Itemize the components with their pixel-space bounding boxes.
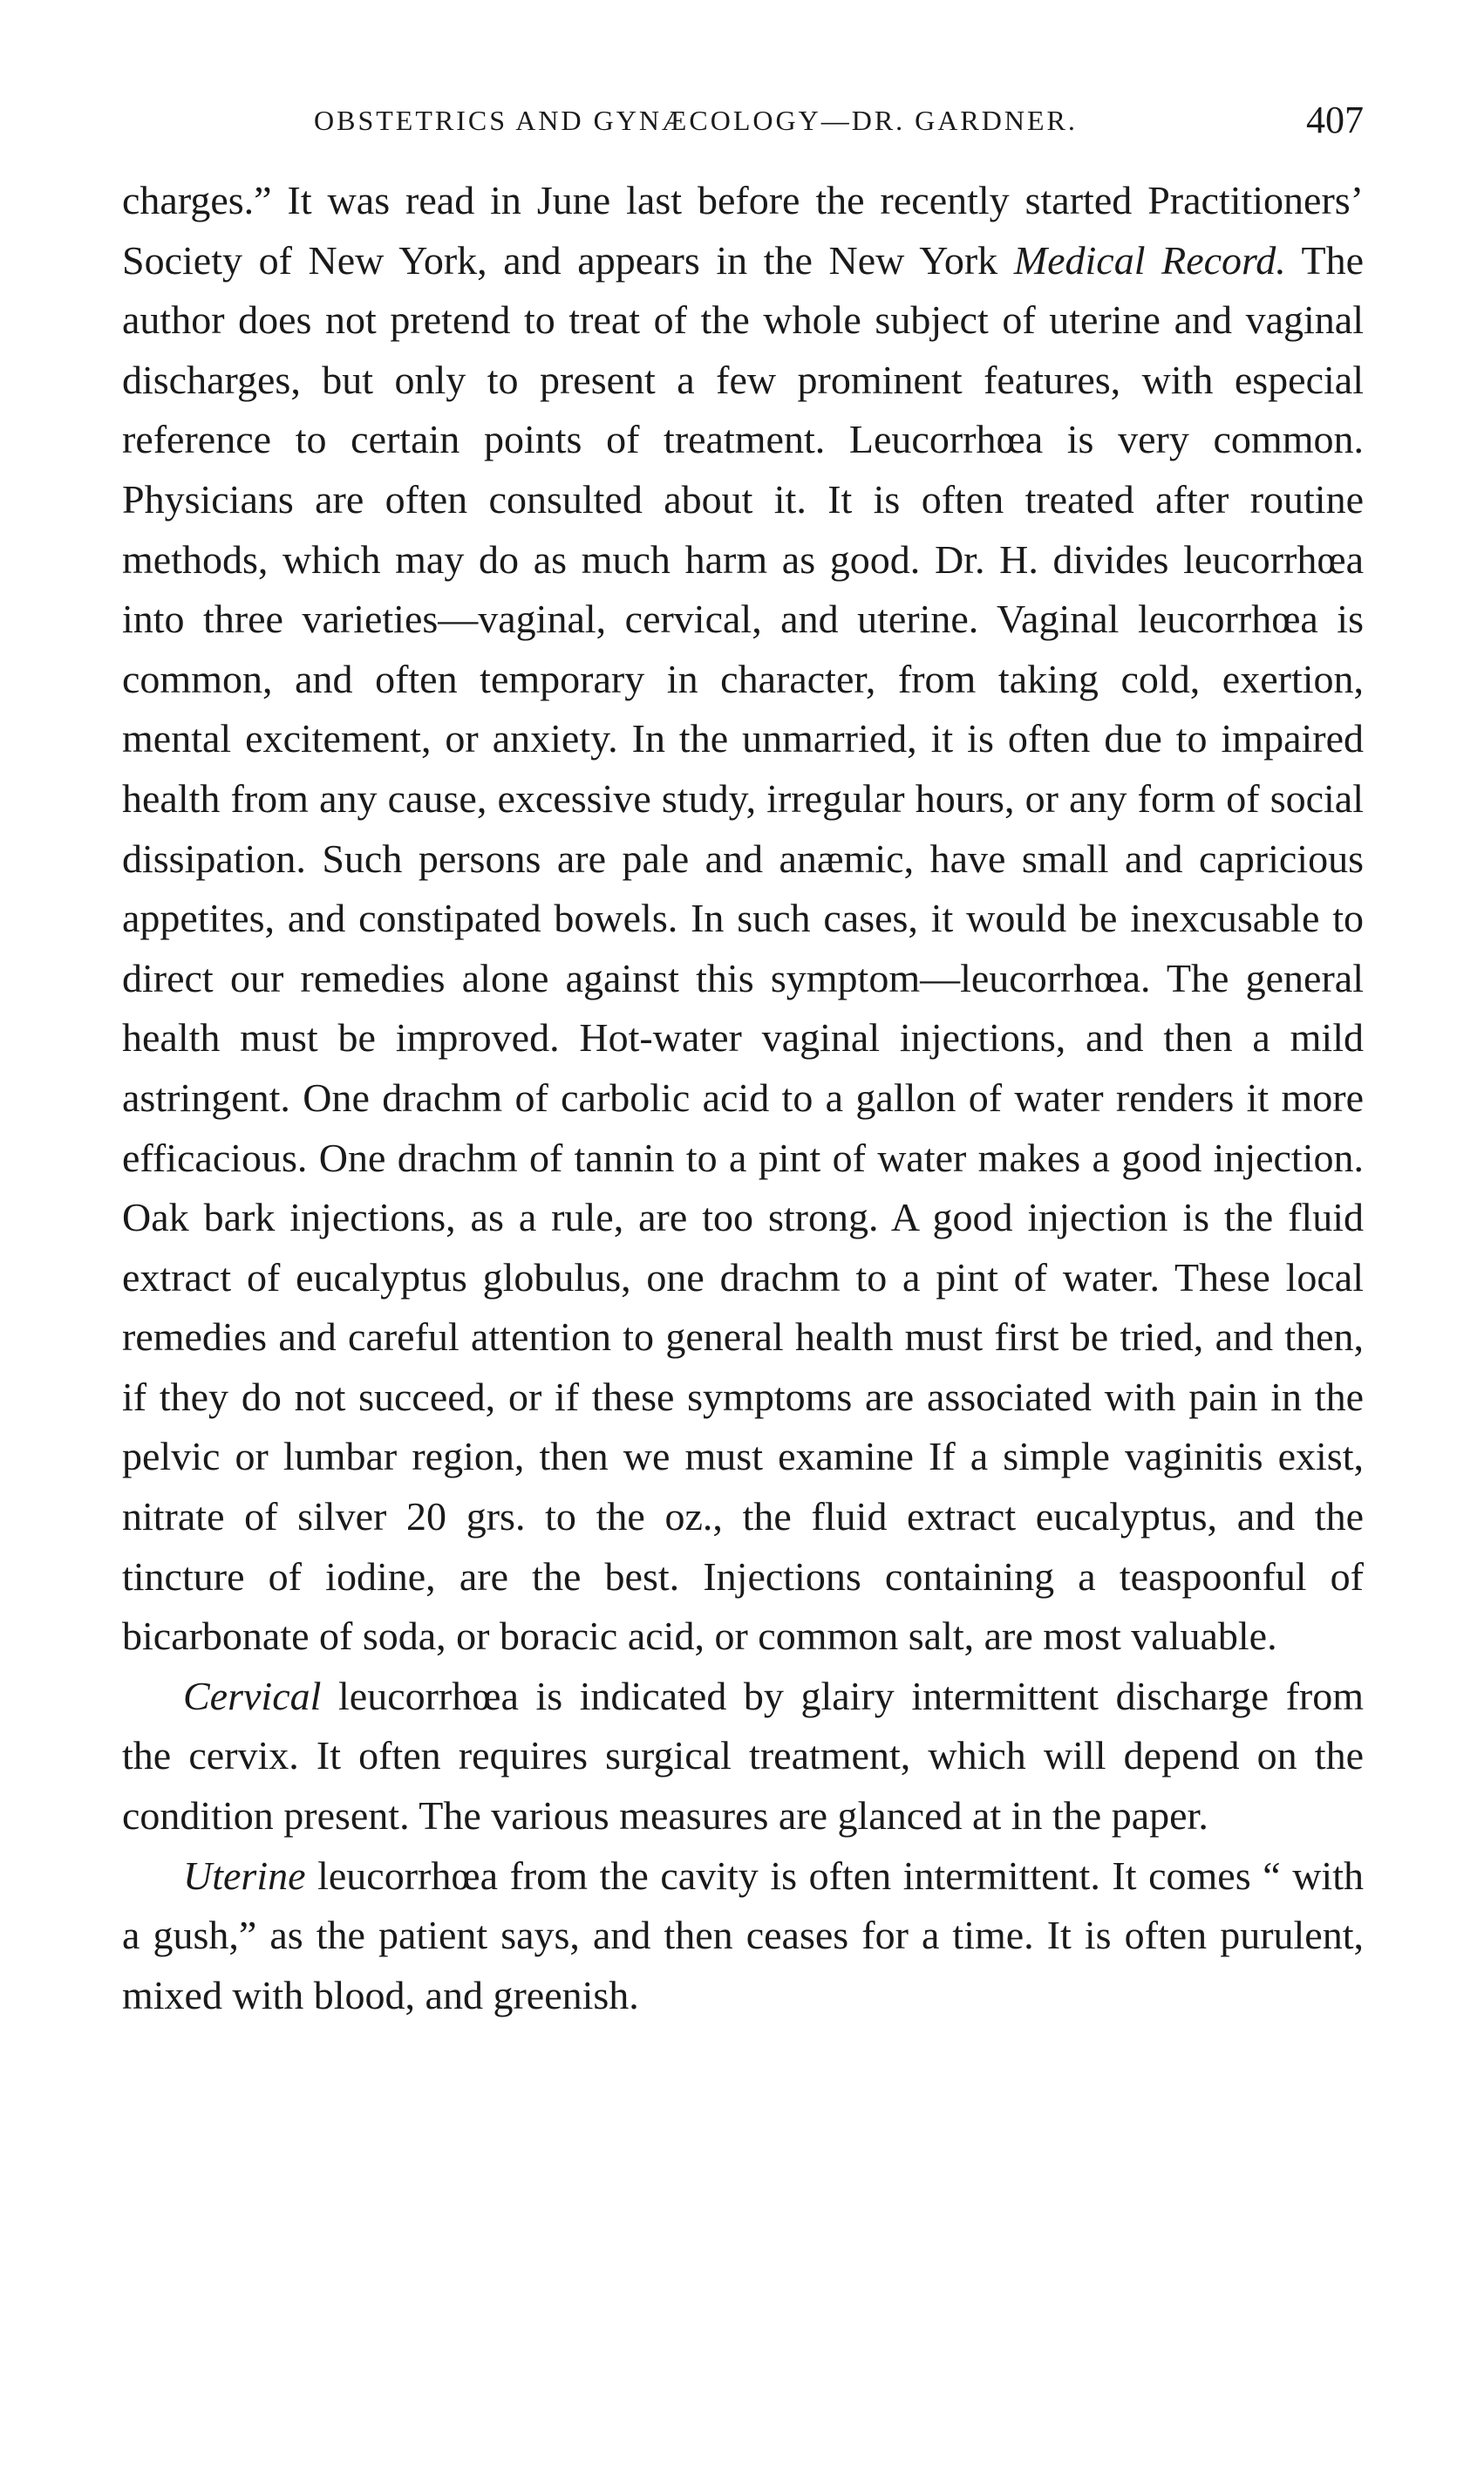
page-header	[122, 98, 1364, 150]
body-text	[122, 171, 1364, 2025]
paragraph-3: Uterine leucorrhœa from the cavity is often intermittent. It comes “ with a gush,” as the patient says, and then ceases for a time. It is often purulent, mixed with blood, and greenish.	[122, 1853, 1364, 2017]
italic-term-uterine: Uterine	[183, 1853, 306, 1898]
italic-term-cervical: Cervical	[183, 1673, 322, 1718]
running-head: OBSTETRICS AND GYNÆCOLOGY—DR. GARDNER.	[314, 105, 1078, 136]
page-number: 407	[1306, 99, 1364, 141]
paragraph-1: charges.” It was read in June last before the recently started Practitioners’ Society of New York, and appears in the New York Medical Record. The author does not pretend to treat of the whole subject of uterine and vaginal discharges, but only to present a few prominent features, with especial reference to certain points of treatment. Leucorrhœa is very common. Physicians are often consulted about it. It is often treated after routine methods, which may do as much harm as good. Dr. H. divides leucorrhœa into three varieties—vaginal, cervical, and uterine. Vaginal leucorrhœa is common, and often temporary in character, from taking cold, exertion, mental excitement, or anxiety. In the unmarried, it is often due to impaired health from any cause, excessive study, irregular hours, or any form of social dissipation. Such persons are pale and anæmic, have small and capricious appetites, and constipated bowels. In such cases, it would be inexcusable to direct our remedies alone against this symptom—leucorrhœa. The general health must be improved. Hot-water vaginal injections, and then a mild astringent. One drachm of carbolic acid to a gallon of water renders it more efficacious. One drachm of tannin to a pint of water makes a good injection. Oak bark injections, as a rule, are too strong. A good injection is the fluid extract of eucalyptus globulus, one drachm to a pint of water. These local remedies and careful attention to general health must first be tried, and then, if they do not succeed, or if these symptoms are associated with pain in the pelvic or lumbar region, then we must examine If a simple vaginitis exist, nitrate of silver 20 grs. to the oz., the fluid extract eucalyptus, and the tincture of iodine, are the best. Injections containing a teaspoonful of bicarbonate of soda, or boracic acid, or common salt, are most valuable.	[122, 178, 1364, 1659]
paragraph-2: Cervical leucorrhœa is indicated by glairy intermittent discharge from the cervix. It often requires surgical treatment, which will depend on the condition present. The various measures are glanced at in the paper.	[122, 1673, 1364, 1839]
italic-journal: Medical Record.	[1013, 237, 1286, 283]
